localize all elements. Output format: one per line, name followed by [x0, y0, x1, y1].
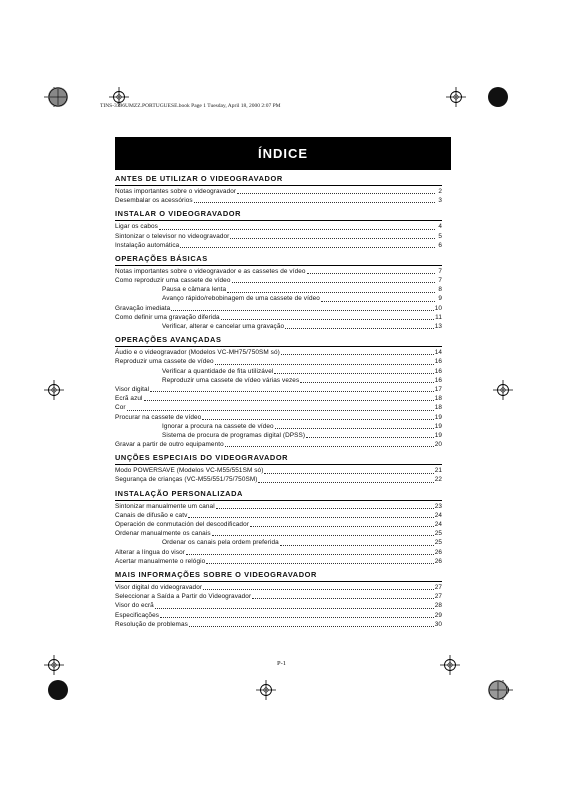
entry-page: 11 — [435, 313, 442, 321]
entry-page: 23 — [434, 502, 442, 510]
toc-entry — [115, 511, 442, 520]
color-target-icon — [48, 680, 68, 700]
entry-label: Resolução de problemas — [115, 620, 188, 628]
entry-page: 7 — [438, 267, 442, 275]
dot-leader — [189, 626, 434, 627]
entry-label: Ordenar os canais pela ordem preferida — [162, 539, 279, 547]
dot-leader — [307, 273, 435, 274]
entry-label: Gravar a partir de outro equipamento — [115, 441, 224, 449]
toc-entry — [115, 557, 442, 566]
color-target-icon — [488, 87, 508, 107]
toc-entry — [115, 611, 442, 620]
dot-leader — [258, 482, 433, 483]
toc-entry — [115, 529, 442, 538]
entry-page: 25 — [434, 530, 442, 538]
dot-leader — [300, 382, 433, 383]
dot-leader — [188, 517, 433, 518]
toc-subentry — [115, 295, 442, 304]
entry-label: Visor digital — [115, 385, 150, 393]
entry-page: 2 — [438, 187, 442, 195]
entry-page: 27 — [434, 593, 442, 601]
registration-mark-icon — [44, 655, 64, 675]
page-title: ÍNDICE — [115, 137, 451, 170]
entry-label: Especificações — [115, 611, 160, 619]
entry-label: Ecrã azul — [115, 395, 143, 403]
entry-label: Gravação imediata — [115, 304, 171, 312]
dot-leader — [281, 354, 434, 355]
entry-label: Alterar a língua do visor — [115, 548, 185, 556]
dot-leader — [171, 310, 433, 311]
entry-page: 30 — [434, 620, 442, 628]
dot-leader — [215, 364, 434, 365]
dot-leader — [160, 617, 434, 618]
registration-mark-icon — [493, 380, 513, 400]
entry-label: Notas importantes sobre o videogravador — [115, 187, 237, 195]
toc-subentry — [115, 367, 442, 376]
entry-label: Acertar manualmente o relógio — [115, 557, 206, 565]
dot-leader — [202, 419, 433, 420]
toc-entry — [115, 476, 442, 485]
section-title: INSTALAR O VIDEOGRAVADOR — [115, 207, 442, 221]
dot-leader — [264, 473, 433, 474]
entry-label: Seleccionar a Saída a Partir do Videogravador — [115, 593, 252, 601]
dot-leader — [180, 247, 435, 248]
entry-label: Modo POWERSAVE (Modelos VC-M55/551SM só) — [115, 467, 264, 475]
entry-label: Operación de conmutación del descodificador — [115, 521, 249, 529]
toc-entry — [115, 620, 442, 629]
dot-leader — [280, 545, 434, 546]
section-title: OPERAÇÕES AVANÇADAS — [115, 333, 442, 347]
entry-page: 20 — [434, 441, 442, 449]
dot-leader — [227, 292, 435, 293]
entry-page: 9 — [438, 295, 442, 303]
entry-label: Ignorar a procura na cassete de vídeo — [162, 422, 274, 430]
file-header: TINS-3796UMZZ.PORTUGUESE.book Page 1 Tuesday, April 18, 2000 2:07 PM — [100, 103, 281, 109]
entry-label: Visor do ecrã — [115, 602, 154, 610]
entry-label: Sistema de procura de programas digital (DPSS) — [162, 431, 306, 439]
entry-label: Avanço rápido/rebobinagem de uma cassete de vídeo — [162, 295, 320, 303]
registration-mark-icon — [440, 655, 460, 675]
entry-label: Segurança de crianças (VC-M55/551/75/750SM) — [115, 476, 258, 484]
toc-entry — [115, 466, 442, 475]
toc-subentry — [115, 376, 442, 385]
toc-entry — [115, 304, 442, 313]
dot-leader — [206, 563, 433, 564]
toc-entry — [115, 241, 442, 250]
dot-leader — [275, 428, 434, 429]
entry-page: 10 — [434, 304, 442, 312]
entry-label: Canais de difusão e catv — [115, 511, 188, 519]
toc-subentry — [115, 322, 442, 331]
entry-page: 26 — [434, 557, 442, 565]
dot-leader — [127, 410, 434, 411]
entry-page: 8 — [438, 286, 442, 294]
dot-leader — [250, 526, 434, 527]
dot-leader — [232, 282, 436, 283]
page-number: P-1 — [277, 660, 287, 667]
toc-entry — [115, 267, 442, 276]
entry-label: Áudio e o videogravador (Modelos VC-MH75/750SM só) — [115, 349, 280, 357]
dot-leader — [221, 319, 435, 320]
table-of-contents — [115, 172, 442, 629]
entry-label: Como definir uma gravação diferida — [115, 313, 220, 321]
entry-label: Cor — [115, 404, 126, 412]
entry-page: 21 — [434, 467, 442, 475]
dot-leader — [285, 328, 434, 329]
entry-label: Reproduzir uma cassete de vídeo — [115, 358, 214, 366]
entry-page: 19 — [434, 431, 442, 439]
dot-leader — [186, 554, 434, 555]
entry-page: 16 — [434, 376, 442, 384]
toc-subentry — [115, 431, 442, 440]
dot-leader — [252, 598, 434, 599]
toc-entry — [115, 187, 442, 196]
dot-leader — [212, 535, 434, 536]
toc-entry — [115, 502, 442, 511]
toc-entry — [115, 222, 442, 231]
entry-page: 27 — [434, 583, 442, 591]
entry-label: Reproduzir uma cassete de vídeo várias vezes — [162, 376, 300, 384]
section-title: OPERAÇÕES BÁSICAS — [115, 252, 442, 266]
toc-entry — [115, 348, 442, 357]
entry-page: 18 — [434, 404, 442, 412]
registration-mark-icon — [446, 87, 466, 107]
toc-entry — [115, 403, 442, 412]
toc-entry — [115, 583, 442, 592]
entry-page: 13 — [434, 323, 442, 331]
toc-entry — [115, 440, 442, 449]
entry-label: Sintonizar o televisor no videogravador — [115, 232, 230, 240]
entry-page: 24 — [434, 521, 442, 529]
toc-entry — [115, 394, 442, 403]
dot-leader — [306, 437, 434, 438]
entry-label: Ligar os cabos — [115, 223, 158, 231]
registration-mark-icon — [256, 680, 276, 700]
toc-entry — [115, 520, 442, 529]
section-title: MAIS INFORMAÇÕES SOBRE O VIDEOGRAVADOR — [115, 568, 442, 582]
entry-page: 17 — [434, 385, 442, 393]
dot-leader — [194, 202, 435, 203]
entry-page: 22 — [434, 476, 442, 484]
color-target-icon — [48, 87, 68, 107]
entry-page: 3 — [438, 197, 442, 205]
dot-leader — [237, 193, 435, 194]
entry-page: 16 — [434, 358, 442, 366]
entry-page: 19 — [434, 422, 442, 430]
section-title: INSTALAÇÃO PERSONALIZADA — [115, 487, 442, 501]
toc-entry — [115, 313, 442, 322]
entry-page: 24 — [434, 511, 442, 519]
section-title: ANTES DE UTILIZAR O VIDEOGRAVADOR — [115, 172, 442, 186]
dot-leader — [203, 589, 434, 590]
entry-page: 14 — [434, 349, 442, 357]
dot-leader — [225, 446, 434, 447]
entry-page: 19 — [434, 413, 442, 421]
toc-entry — [115, 276, 442, 285]
toc-entry — [115, 196, 442, 205]
registration-mark-icon — [109, 87, 129, 107]
entry-page: 4 — [438, 223, 442, 231]
entry-label: Verificar, alterar e cancelar uma gravação — [162, 323, 285, 331]
toc-entry — [115, 413, 442, 422]
entry-label: Visor digital do videogravador — [115, 583, 203, 591]
entry-label: Notas importantes sobre o videogravador e as cassetes de vídeo — [115, 267, 306, 275]
entry-label: Verificar a quantidade de fita utilizável — [162, 367, 274, 375]
dot-leader — [150, 391, 433, 392]
entry-label: Pausa e câmara lenta — [162, 286, 227, 294]
entry-label: Sintonizar manualmente um canal — [115, 502, 215, 510]
entry-page: 16 — [434, 367, 442, 375]
toc-subentry — [115, 538, 442, 547]
entry-page: 6 — [438, 241, 442, 249]
toc-entry — [115, 232, 442, 241]
entry-label: Procurar na cassete de vídeo — [115, 413, 202, 421]
entry-page: 26 — [434, 548, 442, 556]
toc-subentry — [115, 285, 442, 294]
toc-entry — [115, 601, 442, 610]
entry-page: 5 — [438, 232, 442, 240]
entry-page: 18 — [434, 395, 442, 403]
color-target-icon — [488, 680, 508, 700]
dot-leader — [159, 229, 435, 230]
section-title: UNÇÕES ESPECIAIS DO VIDEOGRAVADOR — [115, 451, 442, 465]
registration-mark-icon — [44, 380, 64, 400]
entry-page: 25 — [434, 539, 442, 547]
toc-entry — [115, 592, 442, 601]
entry-label: Desembalar os acessórios — [115, 197, 193, 205]
dot-leader — [216, 508, 434, 509]
entry-label: Ordenar manualmente os canais — [115, 530, 211, 538]
entry-page: 29 — [434, 611, 442, 619]
dot-leader — [230, 238, 435, 239]
toc-entry — [115, 385, 442, 394]
entry-page: 28 — [434, 602, 442, 610]
toc-entry — [115, 548, 442, 557]
entry-label: Instalação automática — [115, 241, 180, 249]
dot-leader — [274, 373, 433, 374]
toc-subentry — [115, 422, 442, 431]
dot-leader — [155, 608, 434, 609]
dot-leader — [321, 301, 435, 302]
entry-label: Como reproduzir uma cassete de vídeo — [115, 277, 231, 285]
dot-leader — [144, 400, 434, 401]
toc-entry — [115, 357, 442, 366]
entry-page: 7 — [438, 277, 442, 285]
